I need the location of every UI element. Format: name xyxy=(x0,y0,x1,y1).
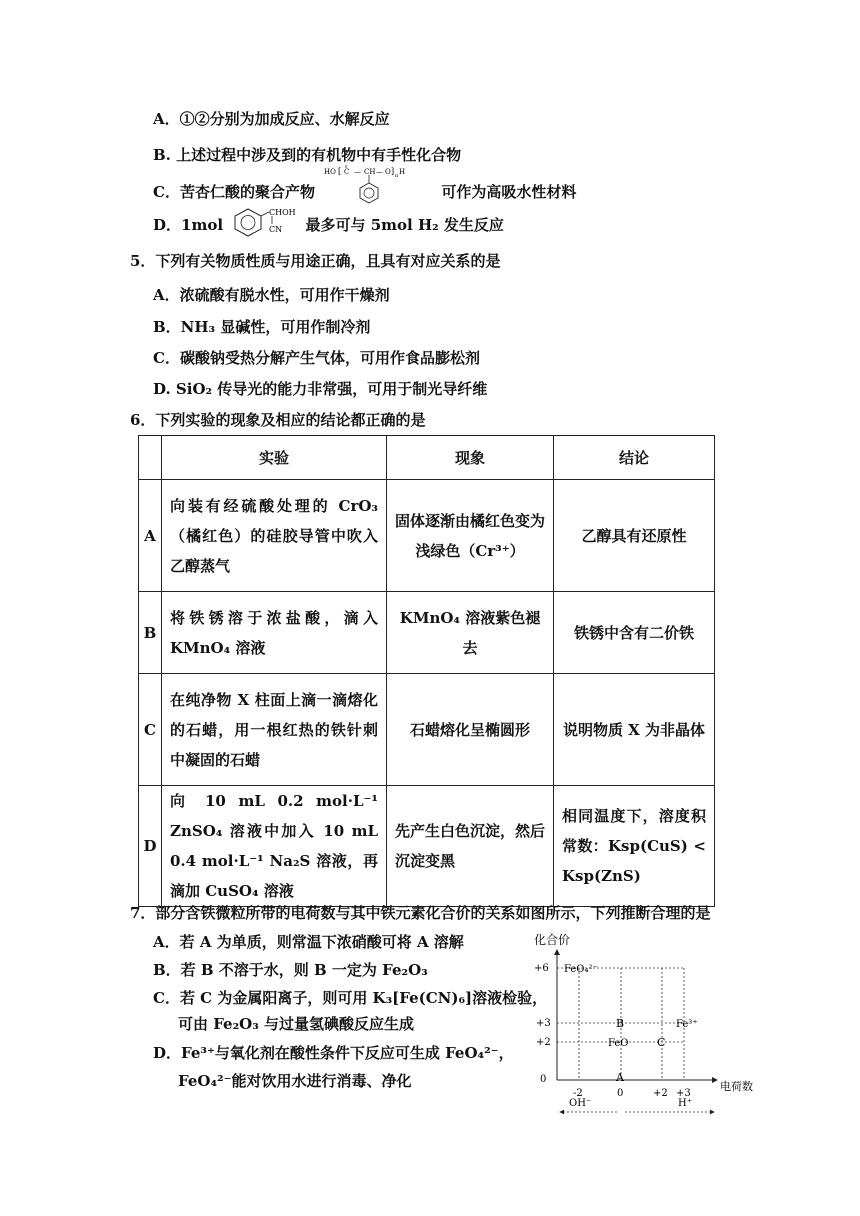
y-tick-label: +6 xyxy=(534,963,549,974)
valence-charge-diagram xyxy=(522,930,772,1130)
struct-ch: CH xyxy=(364,168,376,176)
row-label: B xyxy=(139,592,162,674)
y-axis-label: 化合价 xyxy=(534,933,571,947)
point-feo4: FeO₄²⁻ xyxy=(564,964,598,975)
x-axis-label: 电荷数 xyxy=(720,1080,753,1093)
struct-c: C xyxy=(344,168,350,176)
table-header-row xyxy=(139,436,715,480)
table-row xyxy=(139,480,715,592)
point-a: A xyxy=(616,1071,624,1084)
y-tick-label: +3 xyxy=(536,1018,551,1029)
point-fe3: Fe³⁺ xyxy=(676,1019,698,1030)
table-row xyxy=(139,592,715,674)
svg-text:]: ] xyxy=(391,167,395,176)
h-label: H⁺ xyxy=(678,1098,692,1109)
q7-option-c-line2: 可由 Fe₂O₃ 与过量氢碘酸反应生成 xyxy=(178,1015,415,1033)
q7-option-a: A．若 A 为单质，则常温下浓硝酸可将 A 溶解 xyxy=(153,933,464,951)
q4-option-d-suffix: 最多可与 5mol H₂ 发生反应 xyxy=(305,216,504,234)
row-label: D xyxy=(139,786,162,907)
q7-option-d-line2: FeO₄²⁻能对饮用水进行消毒、净化 xyxy=(178,1072,412,1090)
q7-option-d-line1: D．Fe³⁺与氧化剂在酸性条件下反应可生成 FeO₄²⁻， xyxy=(153,1044,514,1062)
q4-option-c-suffix: 可作为高吸水性材料 xyxy=(441,183,577,201)
header-phenomenon: 现象 xyxy=(387,436,554,480)
experiment-table xyxy=(138,435,715,907)
row-experiment: 向 10 mL 0.2 mol·L⁻¹ ZnSO₄ 溶液中加入 10 mL 0.4 mol·L⁻¹ Na₂S 溶液，再滴加 CuSO₄ 溶液 xyxy=(162,786,387,907)
q4-option-d-prefix: D．1mol xyxy=(153,216,224,234)
struct-ho: HO xyxy=(324,168,337,176)
q4-option-a: A．①②分别为加成反应、水解反应 xyxy=(153,110,390,128)
oh-label: OH⁻ xyxy=(569,1098,592,1109)
point-feo: FeO xyxy=(608,1038,629,1049)
q5-option-a: A．浓硫酸有脱水性，可用作干燥剂 xyxy=(153,286,390,304)
struct-o: O xyxy=(385,168,391,176)
header-conclusion: 结论 xyxy=(554,436,715,480)
row-conclusion: 乙醇具有还原性 xyxy=(554,480,715,592)
table-row xyxy=(139,674,715,786)
row-label: C xyxy=(139,674,162,786)
struct-n: n xyxy=(395,173,399,179)
row-phenomenon: 固体逐渐由橘红色变为浅绿色（Cr³⁺） xyxy=(387,480,554,592)
x-tick-label: 0 xyxy=(617,1088,624,1099)
point-b: B xyxy=(616,1017,625,1030)
row-phenomenon: KMnO₄ 溶液紫色褪去 xyxy=(387,592,554,674)
header-experiment: 实验 xyxy=(162,436,387,480)
point-c: C xyxy=(657,1036,666,1049)
row-label: A xyxy=(139,480,162,592)
table-row xyxy=(139,786,715,907)
q4-option-c xyxy=(153,167,577,207)
q4-option-d xyxy=(153,208,504,237)
row-experiment: 将铁锈溶于浓盐酸，滴入 KMnO₄ 溶液 xyxy=(162,592,387,674)
y-tick-label: 0 xyxy=(540,1074,547,1085)
row-phenomenon: 石蜡熔化呈椭圆形 xyxy=(387,674,554,786)
q5-option-b: B．NH₃ 显碱性，可用作制冷剂 xyxy=(153,318,371,336)
q4-option-b: B. 上述过程中涉及到的有机物中有手性化合物 xyxy=(153,146,462,164)
x-tick-label: +2 xyxy=(653,1088,668,1099)
struct-choh: CHOH xyxy=(269,208,296,217)
q7-stem: 7．部分含铁微粒所带的电荷数与其中铁元素化合价的关系如图所示，下列推断合理的是 xyxy=(130,904,711,922)
row-conclusion: 相同温度下，溶度积常数：Ksp(CuS) < Ksp(ZnS) xyxy=(554,786,715,907)
svg-text:[: [ xyxy=(338,167,342,176)
q4-option-c-prefix: C．苦杏仁酸的聚合产物 xyxy=(153,183,315,201)
x-tick-label: +3 xyxy=(676,1088,691,1099)
q7-option-b: B．若 B 不溶于水，则 B 一定为 Fe₂O₃ xyxy=(153,961,428,979)
q5-option-c: C．碳酸钠受热分解产生气体，可用作食品膨松剂 xyxy=(153,349,480,367)
row-experiment: 向装有经硫酸处理的 CrO₃（橘红色）的硅胶导管中吹入乙醇蒸气 xyxy=(162,480,387,592)
q7-option-c-line1: C．若 C 为金属阳离子，则可用 K₃[Fe(CN)₆]溶液检验， xyxy=(153,989,548,1007)
q5-option-d: D. SiO₂ 传导光的能力非常强，可用于制光导纤维 xyxy=(153,380,488,398)
svg-text:—: — xyxy=(354,168,362,176)
q6-stem: 6．下列实验的现象及相应的结论都正确的是 xyxy=(130,411,426,429)
q5-stem: 5．下列有关物质性质与用途正确，且具有对应关系的是 xyxy=(130,252,501,270)
x-tick-label: -2 xyxy=(573,1088,583,1099)
struct-cn: CN xyxy=(269,225,283,234)
row-conclusion: 说明物质 X 为非晶体 xyxy=(554,674,715,786)
row-experiment: 在纯净物 X 柱面上滴一滴熔化的石蜡，用一根红热的铁针刺中凝固的石蜡 xyxy=(162,674,387,786)
mandelonitrile-structure xyxy=(232,207,298,237)
polymer-structure xyxy=(324,165,436,207)
struct-h: H xyxy=(399,168,406,176)
svg-text:—: — xyxy=(376,168,384,176)
row-phenomenon: 先产生白色沉淀，然后沉淀变黑 xyxy=(387,786,554,907)
row-conclusion: 铁锈中含有二价铁 xyxy=(554,592,715,674)
y-tick-label: +2 xyxy=(536,1037,551,1048)
